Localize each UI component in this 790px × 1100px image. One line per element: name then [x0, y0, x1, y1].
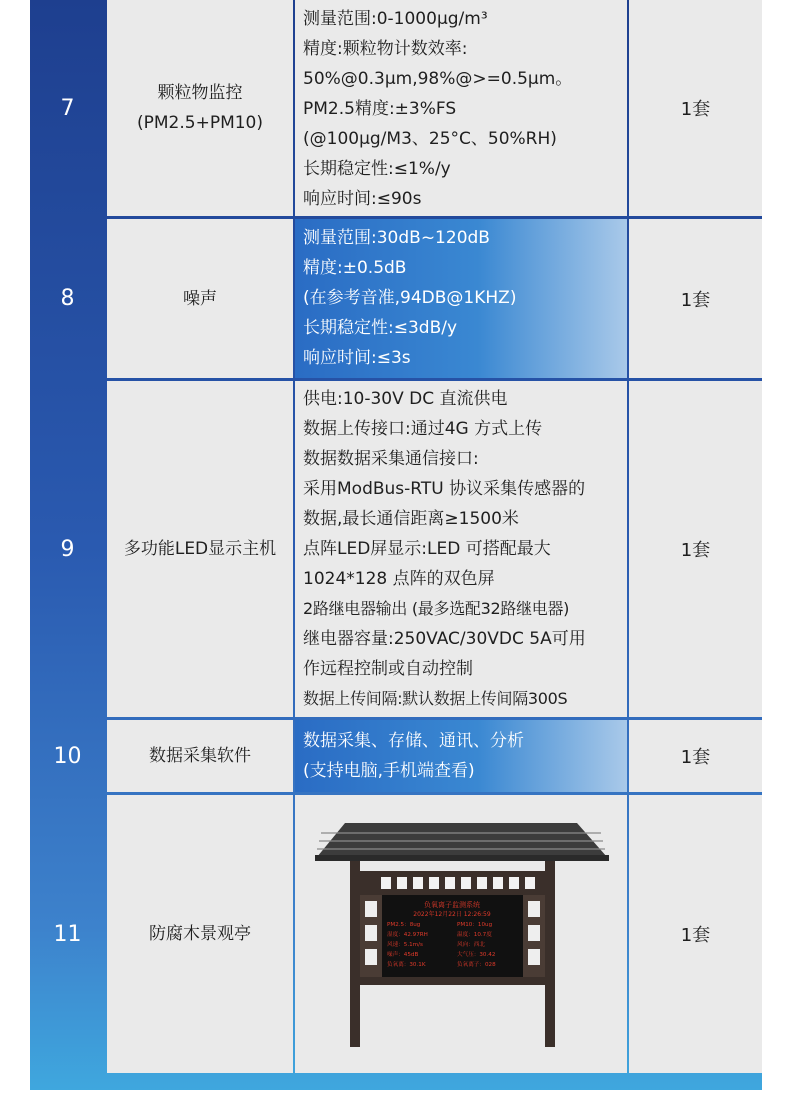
led-reading: PM2.5：8ug — [387, 922, 421, 928]
spec-line: (@100μg/M3、25°C、50%RH) — [303, 129, 557, 149]
row-number: 11 — [53, 921, 82, 947]
led-reading: 噪声：45dB — [387, 952, 419, 958]
table-row — [30, 0, 762, 216]
spec-line: 长期稳定性:≤3dB/y — [303, 318, 458, 338]
led-reading: 湿度：42.97RH — [387, 932, 428, 938]
spec-line: 数据,最长通信距离≥1500米 — [303, 509, 519, 529]
spec-cell — [295, 219, 627, 378]
led-reading: 大气压：30.42 — [457, 952, 496, 958]
spec-line: 点阵LED屏显示:LED 可搭配最大 — [303, 539, 551, 559]
spec-line: 响应时间:≤90s — [303, 189, 422, 209]
pavilion-image — [295, 795, 627, 1073]
quantity: 1套 — [629, 720, 762, 792]
spec-line: 供电:10-30V DC 直流供电 — [303, 389, 508, 409]
lower-frame — [360, 977, 545, 985]
led-reading: 负氧离：30.1K — [387, 962, 426, 968]
bottom-margin — [30, 1090, 762, 1100]
item-name: 数据采集软件 — [107, 720, 293, 792]
item-name: 防腐木景观亭 — [107, 795, 293, 1073]
row-number: 10 — [53, 743, 82, 769]
quantity: 1套 — [629, 381, 762, 717]
post-left — [350, 861, 360, 1047]
roof-edge — [315, 855, 609, 861]
spec-line: 继电器容量:250VAC/30VDC 5A可用 — [303, 629, 586, 649]
spec-line: (在参考音准,94DB@1KHZ) — [303, 288, 517, 308]
item-name: 颗粒物监控 (PM2.5+PM10) — [107, 0, 293, 216]
spec-line: 数据采集、存储、通讯、分析 — [303, 731, 524, 751]
spec-line: 精度:颗粒物计数效率: — [303, 39, 468, 59]
table-row — [30, 720, 762, 792]
table-row — [30, 381, 762, 717]
led-title: 负氧离子监测系统 — [424, 901, 480, 909]
led-reading: 风向：西北 — [457, 942, 485, 948]
led-reading: 风速：5.1m/s — [387, 942, 423, 948]
item-name: 噪声 — [107, 219, 293, 378]
pavilion-illustration — [295, 795, 627, 1073]
spec-line: 采用ModBus-RTU 协议采集传感器的 — [303, 479, 586, 499]
led-reading: 负氧离子：028 — [457, 962, 496, 968]
spec-line: (支持电脑,手机端查看) — [303, 761, 475, 781]
table-row — [30, 219, 762, 378]
led-reading: PM10：10ug — [457, 922, 493, 928]
spec-line: 精度:±0.5dB — [303, 258, 407, 278]
quantity: 1套 — [629, 795, 762, 1073]
roof — [317, 823, 607, 857]
table-row — [30, 795, 762, 1073]
post-right — [545, 861, 555, 1047]
led-date: 2022年12月22日 12:26:59 — [413, 911, 491, 918]
row-number: 7 — [60, 95, 75, 121]
spec-line: 数据数据采集通信接口: — [303, 449, 479, 469]
spec-line: 数据上传接口:通过4G 方式上传 — [303, 419, 543, 439]
quantity: 1套 — [629, 0, 762, 216]
spec-line: 响应时间:≤3s — [303, 348, 411, 368]
row-number: 8 — [60, 286, 75, 311]
spec-line: 测量范围:0-1000μg/m³ — [303, 9, 488, 29]
spec-cell — [295, 720, 627, 792]
spec-cell — [295, 381, 627, 717]
spec-line: 长期稳定性:≤1%/y — [303, 159, 451, 179]
spec-line: 作远程控制或自动控制 — [303, 659, 473, 679]
led-reading: 温度：10.7度 — [457, 932, 492, 938]
spec-line: 50%@0.3μm,98%@>=0.5μm。 — [303, 69, 573, 89]
spec-cell — [295, 0, 627, 216]
spec-line: PM2.5精度:±3%FS — [303, 99, 457, 119]
item-name: 多功能LED显示主机 — [107, 381, 293, 717]
spec-line: 测量范围:30dB~120dB — [303, 228, 490, 248]
row-number: 9 — [60, 536, 75, 562]
spec-line: 1024*128 点阵的双色屏 — [303, 569, 495, 589]
quantity: 1套 — [629, 219, 762, 378]
spec-line: 2路继电器输出 (最多选配32路继电器) — [303, 599, 570, 618]
spec-line: 数据上传间隔:默认数据上传间隔300S — [303, 689, 568, 708]
